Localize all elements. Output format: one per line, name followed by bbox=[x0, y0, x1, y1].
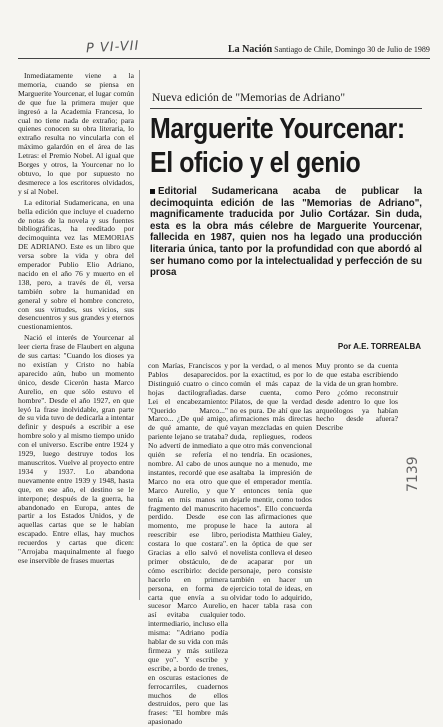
left-paragraph: Nació el interés de Yourcenar al leer cierta frase de Flaubert en alguna de sus cartas: "Cuando los dioses ya no existían y Cristo no había aparecido aún, hubo un momento único, desde Cicerón hasta Marco Aurelio, en que sólo estuvo el hombre". Desde el año 1927, en que leyó la frase inolvidable, gran parte de su vida tuvo de dedicarla a intentar definir y después a escribir a ese hombre solo y al mismo tiempo unido con el universo. Escribe entre 1924 y 1929, luego destruye todos los manuscritos. Vuelve al proyecto entre 1934 y 1937. Lo abandona nuevamente entre 1939 y 1948, hasta que, en ese año, el destino se le interpone; después de la guerra, ha abandonado en Europa, antes de partir a los Estados Unidos, y de aquellas cartas que se le habían escapado. Entre ellas, hay muchos recuerdos y cartas que dicen: "Arrojaba maquinalmente al fuego ese inservible de frases muertas bbox=[18, 333, 134, 565]
handwritten-note: P VI-VII bbox=[85, 38, 140, 57]
kicker: Nueva edición de "Memorias de Adriano" bbox=[152, 92, 346, 104]
masthead bbox=[228, 44, 430, 55]
headline-line-1: Marguerite Yourcenar: bbox=[150, 113, 405, 145]
body-text: por la verdad, o al menos por la exactitud, es por lo común el más capaz de darse cuenta, como Pilatos, de que la verdad no es pura. De ahí que las afirmaciones más directas vayan mezcladas en quien duda, repliegues, rodeos que otro más convencional no tendría. En ocasiones, aunque no a menudo, me asaltaba la impresión de que el emperador mentía. Y entonces tenía que dejarle mentir, como todos hacemos". Ello concuerda con las afirmaciones que le hace la autora al periodista Matthieu Galey, en la óptica de que ser novelista conlleva el deseo de acaparar por un personaje, pero consiste también en hacer un ejercicio total de ideas, en olvidar todo lo adquirido, en hacer tabla rasa con todo. bbox=[230, 361, 312, 620]
bullet-icon bbox=[150, 189, 155, 194]
headline bbox=[150, 112, 405, 180]
masthead-paper: La Nación bbox=[228, 44, 273, 55]
left-paragraph: La editorial Sudamericana, en una bella edición que incluye el cuaderno de notas de la novela y sus fuentes bibliográficas, ha reeditado por decimoquinta vez las MEMORIAS DE ADRIANO. Este es un libro que versa sobre la vida y obra del emperador Publio Elio Adriano, nacido en el año 76 y muerto en el 138, pero, a través de él, versa también sobre la humanidad en general y sobre el hombre concreto, con sus virtudes, sus vicios, sus desencuentros y sus grandes y eternos cuestionamientos. bbox=[18, 197, 134, 332]
byline: Por A.E. TORREALBA bbox=[337, 342, 421, 351]
lead-paragraph bbox=[150, 186, 422, 279]
lead-text: Editorial Sudamericana acaba de publicar la decimoquinta edición de las "Memorias de Adriano", magnificamente traducida por Julio Cortázar. Sin duda, esta es la obra más célebre de Marguerite Yourcenar, fallecida en 1987, quien nos ha legado una producción literaria única, tanto por la profundidad con que abordó al ser humano como por la intelectualidad y perfección de su prosa bbox=[150, 186, 422, 279]
masthead-dateline: Santiago de Chile, Domingo 30 de Julio de 1989 bbox=[274, 45, 430, 54]
headline-line-2: El oficio y el genio bbox=[150, 147, 361, 179]
body-column-a bbox=[148, 362, 228, 727]
kicker-rule bbox=[150, 108, 422, 109]
left-column bbox=[18, 72, 134, 568]
top-rule bbox=[18, 58, 430, 59]
left-paragraph: Inmediatamente viene a la memoria, cuando se piensa en Marguerite Yourcenar, el lugar común de que fue la primera mujer que ingresó a la Academia Francesa, lo cual no tiene nada de extraño; para quienes conocen su obra literaria, lo extraño resulta no vincularla con el máximo galardón en el área de las Letras: el Premio Nobel. Al igual que Borges y otros, la Yourcenar no lo obtuvo, lo que por supuesto no desmerece a los escritores olvidados, y sí al Nobel. bbox=[18, 71, 134, 196]
body-column-b bbox=[230, 362, 312, 620]
body-column-c bbox=[316, 362, 398, 433]
handwritten-number: 7139 bbox=[405, 456, 421, 492]
body-text: con Marías, Franciscos y Pablos desaparecidos. Distinguió cuatro o cinco hojas dactilografiadas. Lei el encabezamiento: "Querido Marco..." Marco... ¿De qué amigo, de qué amante, de qué pariente lejano se trataba? No advertí de inmediato a quién se refería el nombre. Al cabo de unos instantes, recordé que ese Marco no era otro que Marco Aurelio, y que tenía en mis manos un fragmento del manuscrito perdido. Desde ese momento, me propuse reescribir ese libro, costara lo que costara". Gracias a ello salvó el primer obstáculo, de cómo escribirlo: decide hacerlo en primera persona, en forma de carta que envía a su sucesor Marco Aurelio, así evitaba cualquier intermediario, incluso ella misma: "Adriano podía hablar de su vida con más firmeza y más sutileza que yo". Y escribe y escribe, a bordo de trenes, en oscuras estaciones de ferrocarriles, cuadernos muchos de ellos destruidos, pero que las frases: "El hombre más apasionado bbox=[148, 361, 228, 727]
column-divider bbox=[139, 70, 140, 600]
body-text: Muy pronto se da cuenta de que estaba escribiendo la vida de un gran hombre. Pero ¿cómo reconstruir desde adentro lo que los arqueólogos ya habían hecho desde afuera? Describe bbox=[316, 361, 398, 433]
